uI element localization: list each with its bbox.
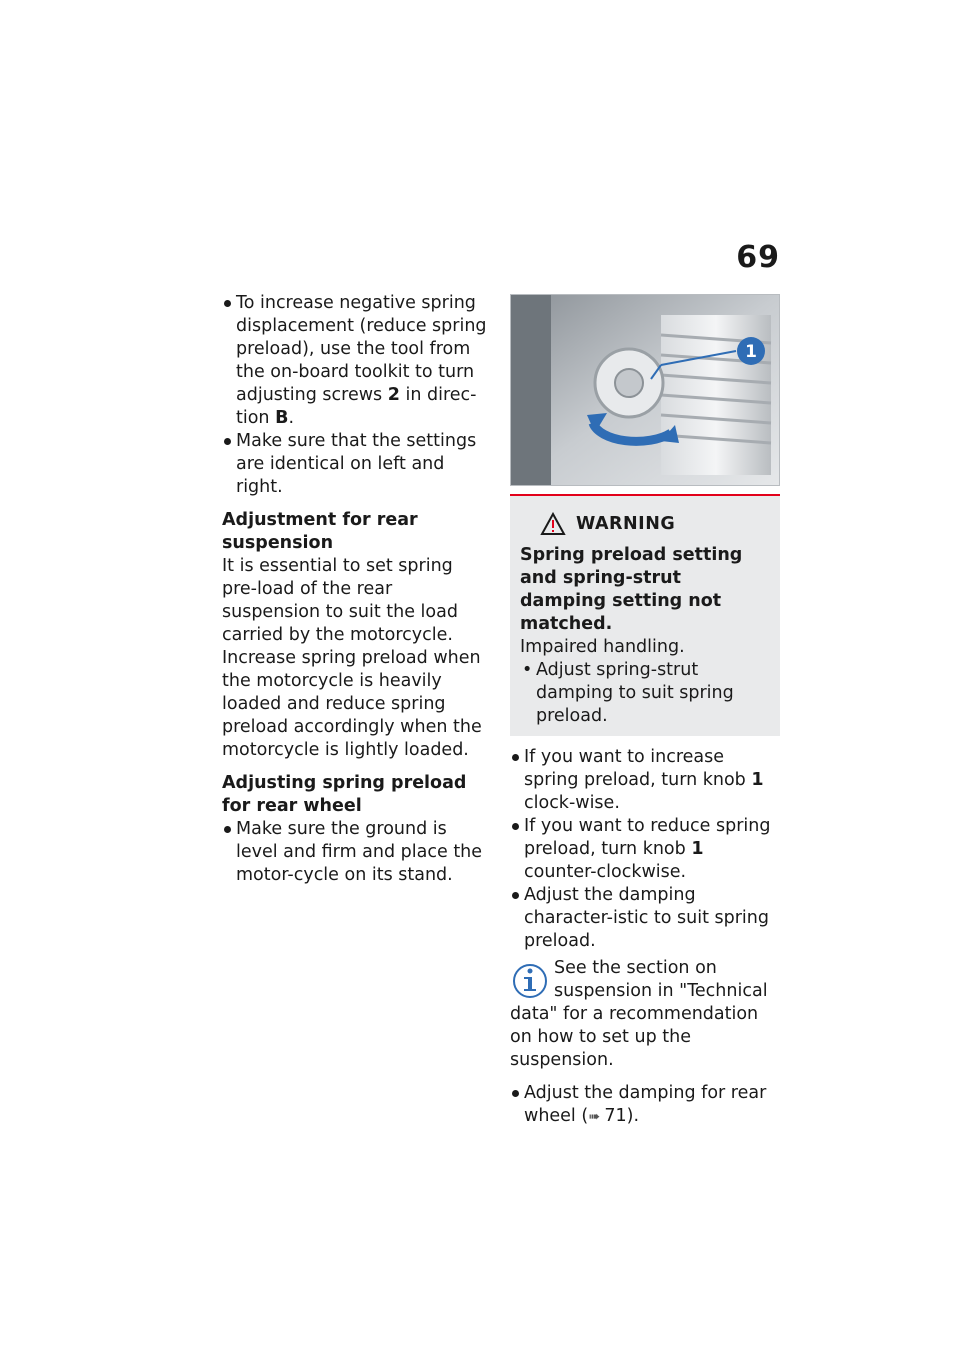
section-heading: Adjusting spring preload for rear wheel: [222, 773, 467, 816]
suspension-photo: [510, 294, 780, 486]
warning-triangle-icon: [540, 512, 566, 536]
list-item: Make sure that the settings are identical on left and right.: [222, 430, 490, 499]
warning-box: [510, 494, 780, 736]
warning-action: • Adjust spring-strut damping to suit spring preload.: [520, 659, 770, 728]
list-item: Adjust the damping for rear wheel (➠ 71).: [510, 1082, 780, 1129]
suspension-illustration: [511, 295, 780, 486]
info-icon: [510, 959, 550, 999]
list-item: If you want to reduce spring preload, turn knob 1 counter-clockwise.: [510, 815, 780, 884]
page-reference-arrow-icon: ➠: [588, 1109, 605, 1125]
warning-title: WARNING: [576, 513, 676, 534]
section-heading: Adjustment for rear suspension: [222, 510, 418, 553]
list-item: Make sure the ground is level and firm and place the motor-cycle on its stand.: [222, 818, 490, 887]
left-column: [222, 292, 490, 887]
figure-callout: 1: [745, 342, 757, 362]
list-item: If you want to increase spring preload, turn knob 1 clock-wise.: [510, 746, 780, 815]
warning-cause: Spring preload setting and spring-strut damping setting not matched.: [520, 545, 743, 634]
paragraph: It is essential to set spring pre-load of the rear suspension to suit the load carried by the motorcycle. Increase spring preload when the motorcycle is heavily loaded and reduce spring preload accordingly when the motorcycle is lightly loaded.: [222, 556, 482, 760]
page-reference[interactable]: 71: [604, 1106, 627, 1126]
info-text: See the section on suspension in "Technical data" for a recommendation on how to set up the suspension.: [510, 958, 768, 1070]
list-item: Adjust the damping character-istic to suit spring preload.: [510, 884, 780, 953]
list-item: To increase negative spring displacement (reduce spring preload), use the tool from the on-board toolkit to turn adjusting screws 2 in direc-tion B.: [222, 292, 490, 430]
info-note: [510, 957, 780, 1072]
warning-effect: Impaired handling.: [520, 637, 685, 657]
right-column: [510, 294, 780, 1129]
page-number: 69: [736, 240, 780, 275]
